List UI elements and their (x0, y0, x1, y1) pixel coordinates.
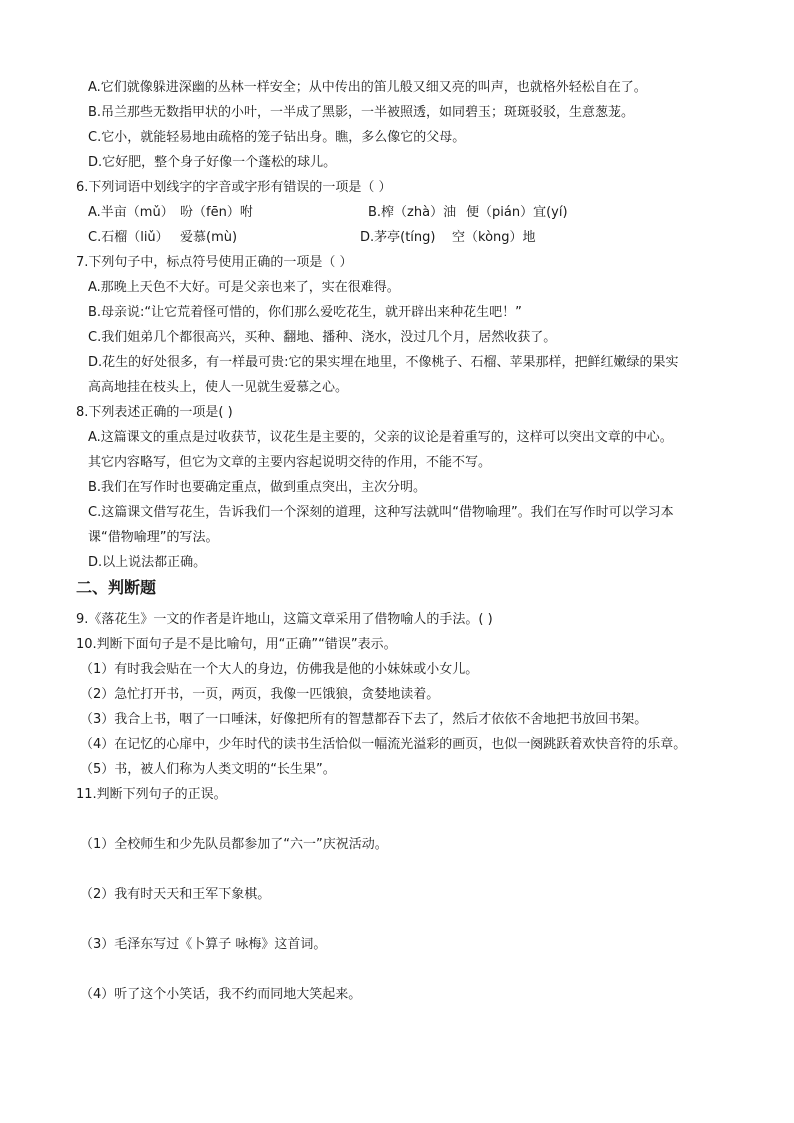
q5-option-b: B.吊兰那些无数指甲状的小叶，一半成了黑影，一半被照透，如同碧玉；斑斑驳驳，生意葱茏。 (88, 105, 635, 120)
q10-item-1: （1）有时我会贴在一个大人的身边，仿佛我是他的小妹妹或小女儿。 (80, 662, 479, 677)
q6-option-b-part2: 便（pián）宜(yí) (466, 205, 568, 220)
q11-item-4: （4）听了这个小笑话，我不约而同地大笑起来。 (80, 987, 362, 1002)
q10-stem: 10.判断下面句子是不是比喻句，用“正确”“错误”表示。 (76, 637, 397, 652)
q8-option-c-line2: 课“借物喻理”的写法。 (88, 530, 219, 545)
q7-option-a: A.那晚上天色不大好。可是父亲也来了，实在很难得。 (88, 280, 400, 295)
q8-option-d: D.以上说法都正确。 (88, 555, 207, 570)
q7-option-b: B.母亲说:“让它荒着怪可惜的，你们那么爱吃花生，就开辟出来种花生吧！” (88, 305, 522, 320)
q7-option-c: C.我们姐弟几个都很高兴，买种、翻地、播种、浇水，没过几个月，居然收获了。 (88, 330, 557, 345)
q10-item-5: （5）书，被人们称为人类文明的“长生果”。 (80, 762, 336, 777)
q10-item-3: （3）我合上书，咽了一口唾沫，好像把所有的智慧都吞下去了，然后才依依不舍地把书放回书架。 (80, 712, 648, 727)
q8-option-a-line2: 其它内容略写，但它为文章的主要内容起说明交待的作用，不能不写。 (88, 455, 492, 470)
q5-option-c: C.它小，就能轻易地由疏格的笼子钻出身。瞧，多么像它的父母。 (88, 130, 466, 145)
q8-option-c-line1: C.这篇课文借写花生，告诉我们一个深刻的道理，这种写法就叫“借物喻理”。我们在写作时可以学习本 (88, 505, 674, 520)
q11-stem: 11.判断下列句子的正误。 (76, 787, 227, 802)
q5-option-d: D.它好肥，整个身子好像一个蓬松的球儿。 (88, 155, 337, 170)
q6-option-d-part1: D.茅亭(tíng) (360, 230, 436, 245)
q5-option-a: A.它们就像躲进深幽的丛林一样安全；从中传出的笛儿般又细又亮的叫声，也就格外轻松自在了。 (88, 80, 647, 95)
q6-option-c-part2: 爱慕(mù) (180, 230, 238, 245)
q7-stem: 7.下列句子中，标点符号使用正确的一项是（ ） (76, 255, 353, 270)
q11-item-2: （2）我有时天天和王军下象棋。 (80, 887, 271, 902)
q10-item-2: （2）急忙打开书，一页，两页，我像一匹饿狼，贪婪地读着。 (80, 687, 440, 702)
q9-stem: 9.《落花生》一文的作者是许地山，这篇文章采用了借物喻人的手法。( ) (76, 612, 493, 627)
q6-option-c-part1: C.石榴（liǔ） (88, 230, 169, 245)
q8-option-b: B.我们在写作时也要确定重点，做到重点突出，主次分明。 (88, 480, 427, 495)
q7-option-d-line2: 高高地挂在枝头上，使人一见就生爱慕之心。 (88, 380, 349, 395)
q11-item-3: （3）毛泽东写过《卜算子 咏梅》这首词。 (80, 937, 327, 952)
q10-item-4: （4）在记忆的心扉中，少年时代的读书生活恰似一幅流光溢彩的画页，也似一阕跳跃着欢快音符的乐章。 (80, 737, 687, 752)
q8-stem: 8.下列表述正确的一项是( ) (76, 405, 233, 420)
q6-option-d-part2: 空（kòng）地 (452, 230, 536, 245)
q6-option-a-part1: A.半亩（mǔ） (88, 205, 174, 220)
q6-option-a-part2: 吩（fēn）咐 (180, 205, 253, 220)
q6-option-b-part1: B.榨（zhà）油 (368, 205, 457, 220)
q11-item-1: （1）全校师生和少先队员都参加了“六一”庆祝活动。 (80, 837, 388, 852)
q7-option-d-line1: D.花生的好处很多，有一样最可贵:它的果实埋在地里，不像桃子、石榴、苹果那样，把鲜红嫩绿的果实 (88, 355, 679, 370)
q6-stem: 6.下列词语中划线字的字音或字形有错误的一项是（ ） (76, 180, 392, 195)
section-heading-judgment: 二、判断题 (76, 578, 157, 597)
q8-option-a-line1: A.这篇课文的重点是过收获节，议花生是主要的，父亲的议论是着重写的，这样可以突出文章的中心。 (88, 430, 673, 445)
